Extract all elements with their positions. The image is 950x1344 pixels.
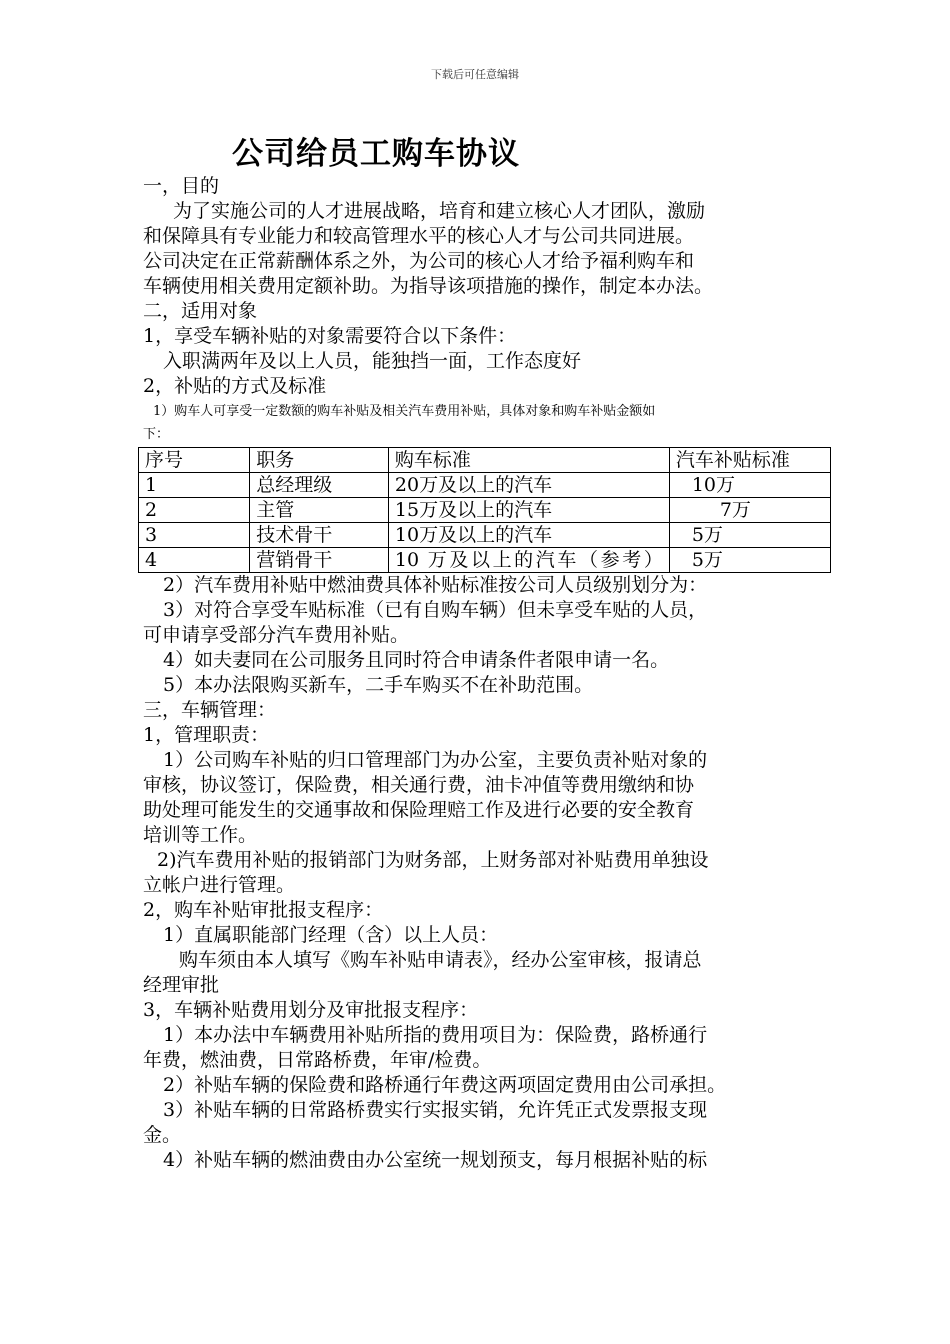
paragraph-line: 金。	[143, 1124, 182, 1146]
paragraph-line: 1）直属职能部门经理（含）以上人员：	[163, 924, 499, 946]
table-row	[139, 473, 831, 498]
document-body	[143, 174, 810, 1173]
section-heading: 二，适用对象	[143, 300, 258, 322]
table-cell: 10万	[669, 473, 830, 498]
table-cell: 5万	[669, 548, 830, 573]
table-header-row	[139, 448, 831, 473]
table-cell: 营销骨干	[250, 548, 389, 573]
table-header-cell: 汽车补贴标准	[669, 448, 830, 473]
paragraph-line: 购车须由本人填写《购车补贴申请表》，经办公室审核，报请总	[179, 949, 702, 971]
paragraph-line: 1）公司购车补贴的归口管理部门为办公室，主要负责补贴对象的	[163, 749, 708, 771]
paragraph-line: 2）补贴车辆的保险费和路桥通行年费这两项固定费用由公司承担。	[163, 1074, 727, 1096]
table-cell: 1	[139, 473, 250, 498]
subsection-heading: 2，补贴的方式及标准	[143, 375, 327, 397]
paragraph-line: 2）汽车费用补贴中燃油费具体补贴标准按公司人员级别划分为：	[163, 574, 708, 596]
subsection-heading: 1，享受车辆补贴的对象需要符合以下条件：	[143, 325, 517, 347]
table-header-cell: 序号	[139, 448, 250, 473]
table-cell: 主管	[250, 498, 389, 523]
table-cell: 10 万及以上的汽车（参考）	[388, 548, 669, 573]
section-heading: 一，目的	[143, 175, 220, 197]
paragraph-line: 审核，协议签订，保险费，相关通行费，油卡冲值等费用缴纳和协	[143, 774, 695, 796]
paragraph-line: 为了实施公司的人才进展战略，培育和建立核心人才团队，激励	[173, 200, 706, 222]
paragraph-line: 可申请享受部分汽车费用补贴。	[143, 624, 410, 646]
table-cell: 20万及以上的汽车	[388, 473, 669, 498]
paragraph-line: 培训等工作。	[143, 824, 258, 846]
table-cell: 3	[139, 523, 250, 548]
table-cell: 技术骨干	[250, 523, 389, 548]
paragraph-line: 4）如夫妻同在公司服务且同时符合申请条件者限申请一名。	[163, 649, 670, 671]
table-cell: 2	[139, 498, 250, 523]
paragraph-line: 5）本办法限购买新车，二手车购买不在补助范围。	[163, 674, 594, 696]
paragraph-line: 3）对符合享受车贴标准（已有自购车辆）但未享受车贴的人员，	[163, 599, 708, 621]
paragraph-line: 1）本办法中车辆费用补贴所指的费用项目为：保险费，路桥通行	[163, 1024, 708, 1046]
paragraph-line: 3）补贴车辆的日常路桥费实行实报实销，允许凭正式发票报支现	[163, 1099, 708, 1121]
paragraph-line: 助处理可能发生的交通事故和保险理赔工作及进行必要的安全教育	[143, 799, 695, 821]
subsection-heading: 1，管理职责：	[143, 724, 270, 746]
table-header-cell: 购车标准	[388, 448, 669, 473]
document-title: 公司给员工购车协议	[232, 136, 520, 172]
table-cell: 10万及以上的汽车	[388, 523, 669, 548]
paragraph-line: 和保障具有专业能力和较高管理水平的核心人才与公司共同进展。	[143, 225, 695, 247]
paragraph-line: 2)汽车费用补贴的报销部门为财务部，上财务部对补贴费用单独设	[157, 849, 709, 871]
table-cell: 总经理级	[250, 473, 389, 498]
subsection-heading: 2，购车补贴审批报支程序：	[143, 899, 384, 921]
header-note: 下载后可任意编辑	[431, 68, 519, 81]
paragraph-line: 年费，燃油费，日常路桥费，年审/检费。	[143, 1049, 492, 1071]
table-row	[139, 523, 831, 548]
paragraph-line-small: 下：	[143, 427, 170, 442]
table-cell: 5万	[669, 523, 830, 548]
subsection-heading: 3，车辆补贴费用划分及审批报支程序：	[143, 999, 479, 1021]
paragraph-line: 公司决定在正常薪酬体系之外，为公司的核心人才给予福利购车和	[143, 250, 695, 272]
paragraph-line: 入职满两年及以上人员，能独挡一面，工作态度好	[163, 350, 582, 372]
section-heading: 三，车辆管理：	[143, 699, 277, 721]
paragraph-line: 车辆使用相关费用定额补助。为指导该项措施的操作，制定本办法。	[143, 275, 714, 297]
table-header-cell: 职务	[250, 448, 389, 473]
paragraph-line-small: 1）购车人可享受一定数额的购车补贴及相关汽车费用补贴，具体对象和购车补贴金额如	[153, 404, 656, 419]
table-cell: 15万及以上的汽车	[388, 498, 669, 523]
paragraph-line: 经理审批	[143, 974, 220, 996]
subsidy-table	[138, 447, 831, 573]
table-row	[139, 548, 831, 573]
table-row	[139, 498, 831, 523]
paragraph-line: 立帐户进行管理。	[143, 874, 296, 896]
paragraph-line: 4）补贴车辆的燃油费由办公室统一规划预支，每月根据补贴的标	[163, 1149, 708, 1171]
table-cell: 7万	[669, 498, 830, 523]
table-cell: 4	[139, 548, 250, 573]
